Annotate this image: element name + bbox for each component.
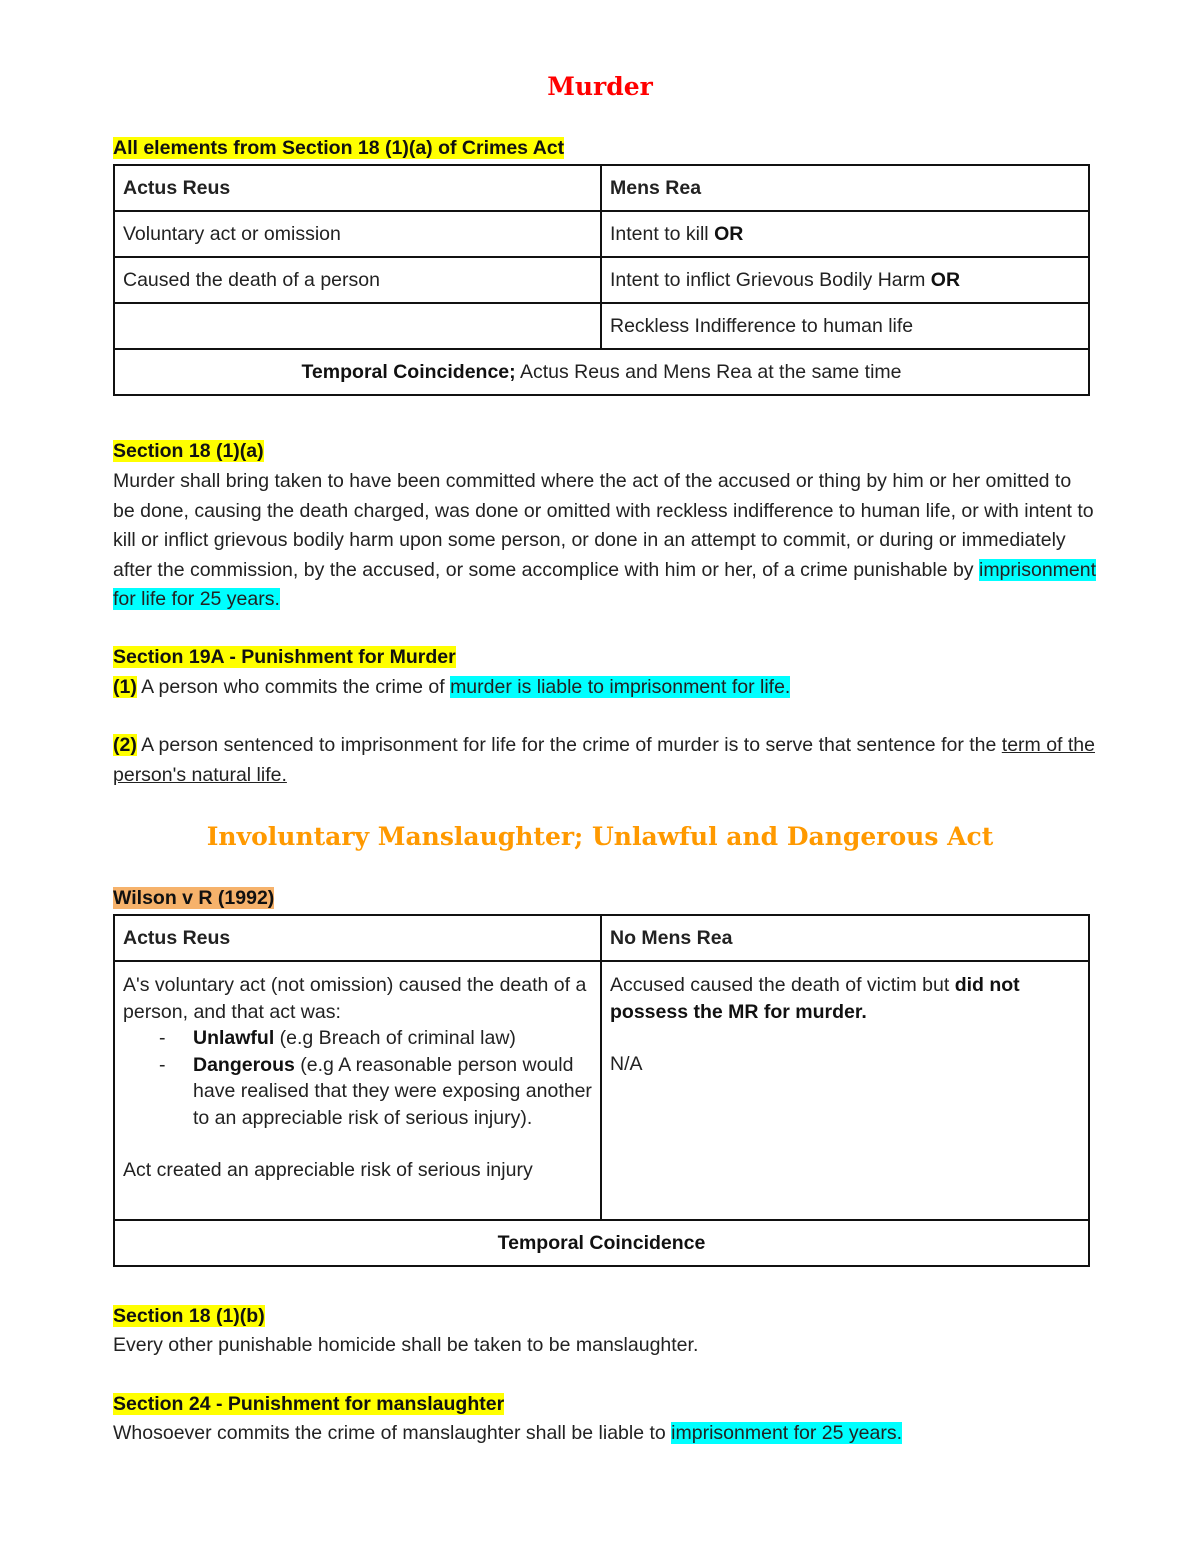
- list-item: - Unlawful (e.g Breach of criminal law): [193, 1025, 592, 1052]
- section-18-1b-text: Every other punishable homicide shall be taken to be manslaughter.: [113, 1334, 699, 1356]
- table-cell: Reckless Indifference to human life: [601, 303, 1089, 349]
- actus-reus-header: Actus Reus: [114, 165, 601, 211]
- table-row: [114, 961, 1089, 1220]
- murder-table-label: [113, 135, 564, 161]
- murder-title: Murder: [547, 72, 653, 101]
- temporal-coincidence-cell: Temporal Coincidence; Actus Reus and Mens Rea at the same time: [114, 349, 1089, 395]
- section-18-1a-heading: Section 18 (1)(a): [113, 440, 264, 462]
- section-24-text: Whosoever commits the crime of manslaughter shall be liable to imprisonment for 25 years.: [113, 1422, 903, 1444]
- table-cell: Voluntary act or omission: [114, 211, 601, 257]
- highlight: murder is liable to imprisonment for life.: [450, 676, 791, 698]
- section-19a-p1: (1) A person who commits the crime of murder is liable to imprisonment for life.: [113, 676, 791, 698]
- table-row: [114, 303, 1089, 349]
- table-cell: Intent to inflict Grievous Bodily Harm OR: [601, 257, 1089, 303]
- table-cell: [114, 303, 601, 349]
- manslaughter-title: Involuntary Manslaughter; Unlawful and Dangerous Act: [206, 822, 994, 851]
- highlight: imprisonment for life for 25 years.: [113, 558, 1097, 610]
- table-row: [114, 257, 1089, 303]
- table-cell: Caused the death of a person: [114, 257, 601, 303]
- table-footer-row: [114, 1220, 1089, 1266]
- list-item: - Dangerous (e.g A reasonable person would have realised that they were exposing another to an appreciable risk of serious injury).: [193, 1052, 592, 1132]
- section-18-1a-text: Murder shall bring taken to have been committed where the act of the accused or thing by him or her omitted to be done, causing the death charged, was done or omitted with reckless indifference to human life, or with intent to kill or inflict grievous bodily harm upon some person, or done in an attempt to commit, or during or immediately after the commission, by the accused, or some accomplice with him or her, of a crime punishable by imprisonment for life for 25 years.: [113, 470, 1097, 610]
- section-24-heading: Section 24 - Punishment for manslaughter: [113, 1393, 505, 1415]
- section-19a-p2: (2) A person sentenced to imprisonment for life for the crime of murder is to serve that sentence for the term of the person's natural life.: [113, 734, 1095, 786]
- no-mens-rea-header: No Mens Rea: [601, 915, 1089, 961]
- table-header-row: [114, 915, 1089, 961]
- table-header-row: [114, 165, 1089, 211]
- manslaughter-elements-table: [113, 914, 1090, 1267]
- temporal-coincidence-cell: Temporal Coincidence: [114, 1220, 1089, 1266]
- actus-reus-header: Actus Reus: [114, 915, 601, 961]
- murder-table-label-text: All elements from Section 18 (1)(a) of Crimes Act: [113, 137, 565, 159]
- section-18-1b-heading: Section 18 (1)(b): [113, 1305, 265, 1327]
- murder-elements-table: [113, 164, 1090, 396]
- mens-rea-cell: Accused caused the death of victim but did not possess the MR for murder. N/A: [601, 961, 1089, 1220]
- section-19a-heading: Section 19A - Punishment for Murder: [113, 646, 456, 668]
- table-row: [114, 211, 1089, 257]
- elements-list: [123, 1025, 592, 1131]
- table-footer-row: [114, 349, 1089, 395]
- table-cell: Intent to kill OR: [601, 211, 1089, 257]
- highlight: imprisonment for 25 years.: [671, 1422, 903, 1444]
- wilson-case-label: Wilson v R (1992): [113, 887, 275, 909]
- actus-reus-cell: A's voluntary act (not omission) caused the death of a person, and that act was: - Unlawful (e.g Breach of criminal law) - Dangerous (e.g A reasonable person would have realised that they were exposing another to an appreciable risk of serious injury). Act created an appreciable risk of serious injury: [114, 961, 601, 1220]
- mens-rea-header: Mens Rea: [601, 165, 1089, 211]
